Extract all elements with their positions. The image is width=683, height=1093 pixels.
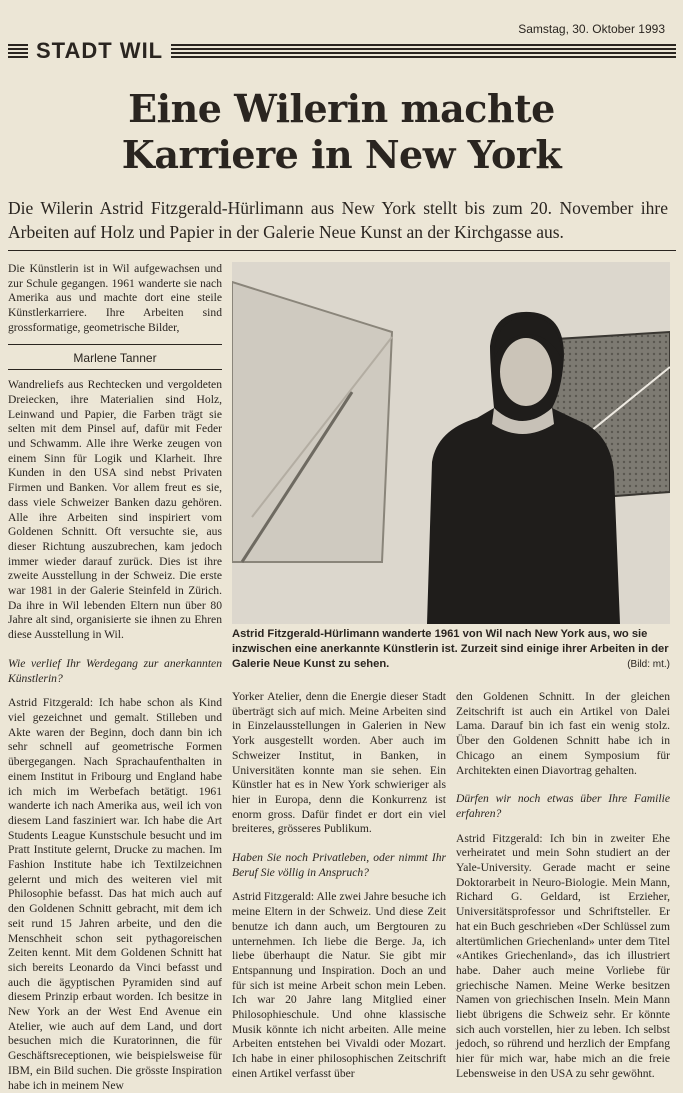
- body-paragraph-1: Wandreliefs aus Rechtecken und vergoldeten Dreiecken, ihre Materialien sind Holz, Leinwand und Papier, die Farben trägt sie selten mit dem Pinsel auf, dafür mit Feder und Schwamm. Alle ihre Werke zeugen von einem Sinn für Logik und Klarheit. Ihre Kunden in den USA sind nebst Privaten Firmen und Banken. Vor allem freut es sie, dass viele Schweizer Banken dazu gehören. Alle ihre Arbeiten sind inspiriert vom Goldenen Schnitt. Oft versuchte sie, aus dieser Richtung auszubrechen, kam jedoch immer wieder darauf zurück. Dies ist ihre zweite Ausstellung in der Schweiz. Die erste war 1981 in der Galerie Steinfeld in Zürich. Da ihre in Wil lebenden Eltern nun über 80 Jahre alt sind, organisierte sie ihnen zu Ehren diese Ausstellung in Wil.: [8, 378, 222, 642]
- column-1: [8, 262, 222, 1093]
- lede: Die Wilerin Astrid Fitzgerald-Hürlimann aus New York stellt bis zum 20. November ihre Arbeiten auf Holz und Papier in der Galerie Neue Kunst an der Kirchgasse aus.: [8, 198, 668, 242]
- section-header: [8, 38, 676, 64]
- photo-caption: [232, 627, 670, 672]
- section-rule-left: [8, 44, 28, 58]
- question-3: Dürfen wir noch etwas über Ihre Familie erfahren?: [456, 792, 670, 820]
- section-title: STADT WIL: [36, 38, 164, 63]
- question-1: Wie verlief Ihr Werdegang zur anerkannten Künstlerin?: [8, 656, 222, 685]
- headline: [0, 86, 683, 178]
- headline-line-2: Karriere in New York: [121, 132, 562, 177]
- intro-paragraph: Die Künstlerin ist in Wil aufgewachsen und zur Schule gegangen. 1961 wanderte sie nach Amerika aus und machte dort eine steile Künstlerkarriere. Ihre Arbeiten sind grossformatige, geometrische Bilder,: [8, 262, 222, 334]
- question-2: Haben Sie noch Privatleben, oder nimmt Ihr Beruf Sie völlig in Anspruch?: [232, 851, 446, 879]
- lede-rule: [8, 250, 676, 251]
- answer-1: Astrid Fitzgerald: Ich habe schon als Kind viel gezeichnet und gemalt. Stilleben und Akte waren der Beginn, doch dann bin ich sehr schnell auf geometrische Formen übergegangen. Nach Sprachaufenthalten in einem Institut in Fribourg und England habe ich mich im Werbefach betätigt. 1961 wanderte ich nach Amerika aus, weil ich von diesem Land fasziniert war. Ich habe die Art Students League Kunstschule besucht und im Pratt Institute gelernt, Drucke zu machen. Im Fashion Institute habe ich Textilzeichnen gelernt und mich des weiteren viel mit Philosophie befasst. Das hat mich auch auf den Goldenen Schnitt gebracht, mit dem ich seit rund 15 Jahren arbeite, und den die Menschheit schon seit pythagoreischen Zeiten kennt. Mit dem Goldenen Schnitt hat sich bereits Leonardo da Vinci befasst und auch die ägyptischen Pyramiden sind auf diesem Prinzip erbaut worden. Ich besitze in New York an der West End Avenue ein Atelier, wie auch auf dem Land, und dort besuchen mich die Kuratorinnen, die für Geschäftsreceptionen, wie beispielsweise für IBM, ein Bild suchen. Die grösste Inspiration habe ich in meinem New: [8, 696, 222, 1092]
- issue-date: Samstag, 30. Oktober 1993: [518, 22, 665, 36]
- answer-3: Astrid Fitzgerald: Ich bin in zweiter Ehe verheiratet und mein Sohn studiert an der Yale-University. Gerade macht er seine Doktorarbeit in Neuro-Biologie. Mein Mann, Richard G. Geldard, ist Erzieher, Universitätsprofessor und Schriftsteller. Er hat ein Buch geschrieben «Der Schlüssel zum altertümlichen Griechenland» unter dem Titel «Antikes Griechenland», das ich illustriert habe. Daher auch meine Vorliebe für griechische Namen. Meine Werke besitzen Namen von griechischen Inseln. Mein Mann liebt übrigens die Schweiz sehr. Er könnte sich auch vorstellen, hier zu leben. Ich selbst jedoch, so rührend und herzlich der Empfang hier für mich war, habe mich an die freie Lebensweise in den USA zu sehr gewöhnt.: [456, 831, 670, 1080]
- headline-line-1: Eine Wilerin machte: [128, 86, 555, 131]
- artist-photo: [232, 262, 670, 624]
- photo-illustration: [232, 262, 670, 624]
- answer-2: Astrid Fitzgerald: Alle zwei Jahre besuche ich meine Eltern in der Schweiz. Und diese Zeit benutze ich dann auch, um Bergtouren zu unternehmen. Ich liebe die Berge. Ja, ich liebe überhaupt die Natur. Sie gibt mir Entspannung und Inspiration. Doch an und für sich ist meine Arbeit schon mein Leben. Ich war 20 Jahre lang Mitglied einer Philosophieschule. Und ohne klassische Musik könnte ich nicht arbeiten. Alle meine Arbeiten entstehen bei Vivaldi oder Mozart. Ich habe in einer philosophischen Zeitschrift einen Artikel verfasst über: [232, 890, 446, 1080]
- column-2: [232, 690, 446, 1082]
- photo-credit: (Bild: mt.): [627, 659, 670, 670]
- answer-1-continued: Yorker Atelier, denn die Energie dieser Stadt überträgt sich auf mich. Meine Arbeiten sind in Einzelausstellungen in Galerien in New York ausgestellt worden. Aber auch im Schweizer Institut, in Banken, in Universitäten konnte man sie sehen. Ein Künstler hat es in New York schwieriger als hier in Europa, denn die Konkurrenz ist enorm gross. Dafür findet er dort ein viel breiteres, grösseres Publikum.: [232, 690, 446, 836]
- answer-2-continued: den Goldenen Schnitt. In der gleichen Zeitschrift ist auch ein Artikel von Dalei Lama. Darauf bin ich fast ein wenig stolz. Über den Goldenen Schnitt habe ich in Chicago an einem Symposium für Architekten einen Diavortrag gehalten.: [456, 690, 670, 777]
- section-rule-right: [171, 44, 676, 58]
- author-byline: Marlene Tanner: [8, 344, 222, 371]
- caption-text: Astrid Fitzgerald-Hürlimann wanderte 1961 von Wil nach New York aus, wo sie inzwischen eine anerkannte Künstlerin ist. Zurzeit sind einige ihrer Arbeiten in der Galerie Neue Kunst zu sehen.: [232, 628, 669, 670]
- column-3: [456, 690, 670, 1082]
